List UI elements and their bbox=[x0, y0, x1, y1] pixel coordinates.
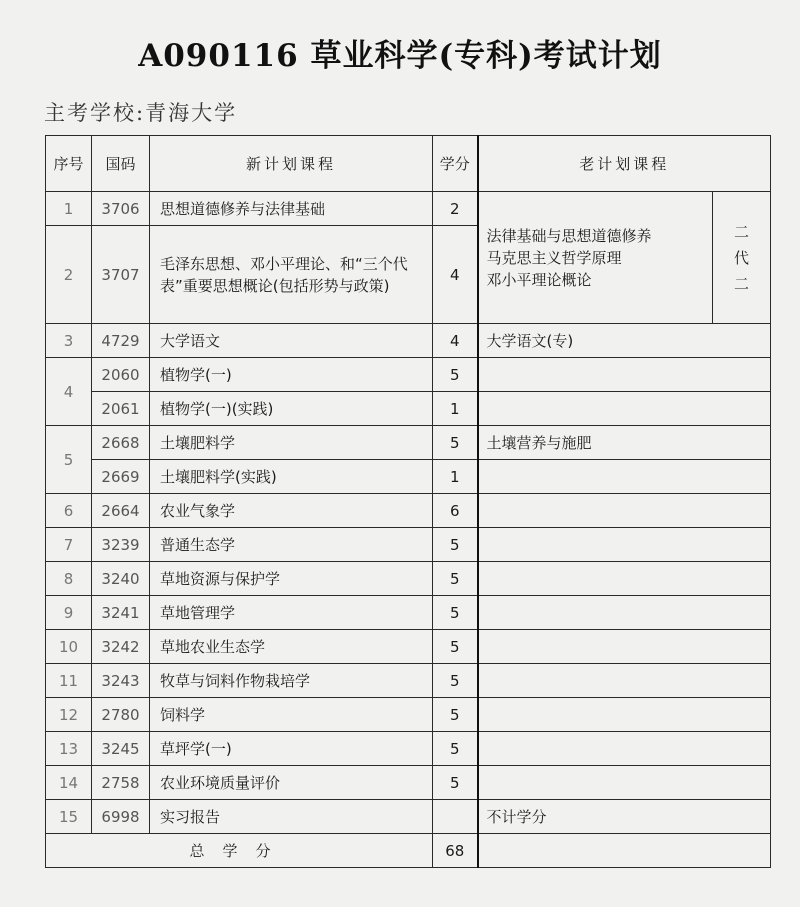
table-row bbox=[46, 192, 771, 226]
row-code: 2668 bbox=[92, 426, 150, 460]
table-row bbox=[46, 392, 771, 426]
row-credits: 1 bbox=[433, 392, 478, 426]
row-code: 2780 bbox=[92, 698, 150, 732]
exam-plan-table bbox=[45, 135, 771, 868]
row-credits: 5 bbox=[433, 562, 478, 596]
row-credits: 5 bbox=[433, 732, 478, 766]
row-credits: 5 bbox=[433, 596, 478, 630]
total-old-course bbox=[478, 834, 771, 868]
header-credits: 学分 bbox=[433, 136, 478, 192]
table-row bbox=[46, 766, 771, 800]
row-code: 2664 bbox=[92, 494, 150, 528]
row-code: 3240 bbox=[92, 562, 150, 596]
total-label: 总学分 bbox=[46, 834, 433, 868]
row-code: 2060 bbox=[92, 358, 150, 392]
row-code: 3243 bbox=[92, 664, 150, 698]
row-old-course bbox=[478, 358, 771, 392]
table-row bbox=[46, 732, 771, 766]
table-row bbox=[46, 494, 771, 528]
row-code: 4729 bbox=[92, 324, 150, 358]
old-course-group bbox=[478, 192, 713, 324]
row-code: 3706 bbox=[92, 192, 150, 226]
row-course: 土壤肥料学(实践) bbox=[150, 460, 433, 494]
row-old-course bbox=[478, 596, 771, 630]
row-course: 毛泽东思想、邓小平理论、和“三个代表”重要思想概论(包括形势与政策) bbox=[150, 226, 433, 324]
table-row bbox=[46, 596, 771, 630]
table-row bbox=[46, 358, 771, 392]
total-credits: 68 bbox=[433, 834, 478, 868]
row-course: 农业气象学 bbox=[150, 494, 433, 528]
table-row bbox=[46, 562, 771, 596]
row-course: 草地农业生态学 bbox=[150, 630, 433, 664]
page-title: A090116 草业科学(专科)考试计划 bbox=[138, 38, 662, 74]
row-course: 农业环境质量评价 bbox=[150, 766, 433, 800]
row-old-course: 不计学分 bbox=[478, 800, 771, 834]
row-course: 植物学(一) bbox=[150, 358, 433, 392]
row-credits: 1 bbox=[433, 460, 478, 494]
row-no: 7 bbox=[46, 528, 92, 562]
row-course: 实习报告 bbox=[150, 800, 433, 834]
row-old-course bbox=[478, 630, 771, 664]
row-credits: 2 bbox=[433, 192, 478, 226]
row-old-course bbox=[478, 460, 771, 494]
row-credits: 5 bbox=[433, 426, 478, 460]
row-no: 14 bbox=[46, 766, 92, 800]
table-row bbox=[46, 460, 771, 494]
row-code: 3242 bbox=[92, 630, 150, 664]
table-row bbox=[46, 324, 771, 358]
group-note-char: 二 bbox=[734, 222, 750, 241]
row-old-course bbox=[478, 664, 771, 698]
examining-school: 主考学校:青海大学 bbox=[44, 101, 238, 125]
row-credits: 4 bbox=[433, 226, 478, 324]
row-code: 3707 bbox=[92, 226, 150, 324]
header-new-course: 新计划课程 bbox=[150, 136, 433, 192]
row-no: 8 bbox=[46, 562, 92, 596]
row-course: 草地资源与保护学 bbox=[150, 562, 433, 596]
row-credits: 5 bbox=[433, 766, 478, 800]
row-old-course: 土壤营养与施肥 bbox=[478, 426, 771, 460]
row-no: 2 bbox=[46, 226, 92, 324]
total-row bbox=[46, 834, 771, 868]
row-credits: 6 bbox=[433, 494, 478, 528]
row-no: 4 bbox=[46, 358, 92, 426]
row-course: 土壤肥料学 bbox=[150, 426, 433, 460]
table-row bbox=[46, 800, 771, 834]
old-course-line: 马克思主义哲学原理 bbox=[486, 248, 622, 267]
header-code: 国码 bbox=[92, 136, 150, 192]
row-no: 15 bbox=[46, 800, 92, 834]
row-credits: 5 bbox=[433, 358, 478, 392]
old-course-line: 法律基础与思想道德修养 bbox=[486, 226, 652, 245]
row-course: 普通生态学 bbox=[150, 528, 433, 562]
row-old-course bbox=[478, 562, 771, 596]
row-no: 6 bbox=[46, 494, 92, 528]
table-row bbox=[46, 426, 771, 460]
row-no: 9 bbox=[46, 596, 92, 630]
row-code: 3245 bbox=[92, 732, 150, 766]
row-course: 植物学(一)(实践) bbox=[150, 392, 433, 426]
row-credits: 5 bbox=[433, 630, 478, 664]
row-no: 1 bbox=[46, 192, 92, 226]
row-old-course bbox=[478, 766, 771, 800]
row-course: 牧草与饲料作物栽培学 bbox=[150, 664, 433, 698]
row-code: 2061 bbox=[92, 392, 150, 426]
row-course: 草坪学(一) bbox=[150, 732, 433, 766]
row-course: 思想道德修养与法律基础 bbox=[150, 192, 433, 226]
row-code: 3241 bbox=[92, 596, 150, 630]
row-code: 6998 bbox=[92, 800, 150, 834]
row-credits: 5 bbox=[433, 698, 478, 732]
row-no: 11 bbox=[46, 664, 92, 698]
row-no: 5 bbox=[46, 426, 92, 494]
table-row bbox=[46, 528, 771, 562]
header-old-course: 老计划课程 bbox=[478, 136, 771, 192]
row-code: 2669 bbox=[92, 460, 150, 494]
row-credits: 5 bbox=[433, 528, 478, 562]
group-note-char: 二 bbox=[734, 274, 750, 293]
table-header-row bbox=[46, 136, 771, 192]
row-old-course bbox=[478, 494, 771, 528]
row-credits: 4 bbox=[433, 324, 478, 358]
header-no: 序号 bbox=[46, 136, 92, 192]
row-code: 2758 bbox=[92, 766, 150, 800]
row-no: 10 bbox=[46, 630, 92, 664]
row-credits: 5 bbox=[433, 664, 478, 698]
row-course: 饲料学 bbox=[150, 698, 433, 732]
row-no: 3 bbox=[46, 324, 92, 358]
table-row bbox=[46, 698, 771, 732]
old-course-line: 邓小平理论概论 bbox=[486, 270, 592, 289]
table-row bbox=[46, 664, 771, 698]
row-old-course: 大学语文(专) bbox=[478, 324, 771, 358]
row-course: 大学语文 bbox=[150, 324, 433, 358]
old-course-group-note bbox=[713, 192, 771, 324]
table-row bbox=[46, 630, 771, 664]
row-course: 草地管理学 bbox=[150, 596, 433, 630]
row-old-course bbox=[478, 392, 771, 426]
row-credits bbox=[433, 800, 478, 834]
row-old-course bbox=[478, 528, 771, 562]
row-no: 13 bbox=[46, 732, 92, 766]
group-note-char: 代 bbox=[734, 248, 750, 267]
row-old-course bbox=[478, 732, 771, 766]
row-code: 3239 bbox=[92, 528, 150, 562]
row-no: 12 bbox=[46, 698, 92, 732]
row-old-course bbox=[478, 698, 771, 732]
